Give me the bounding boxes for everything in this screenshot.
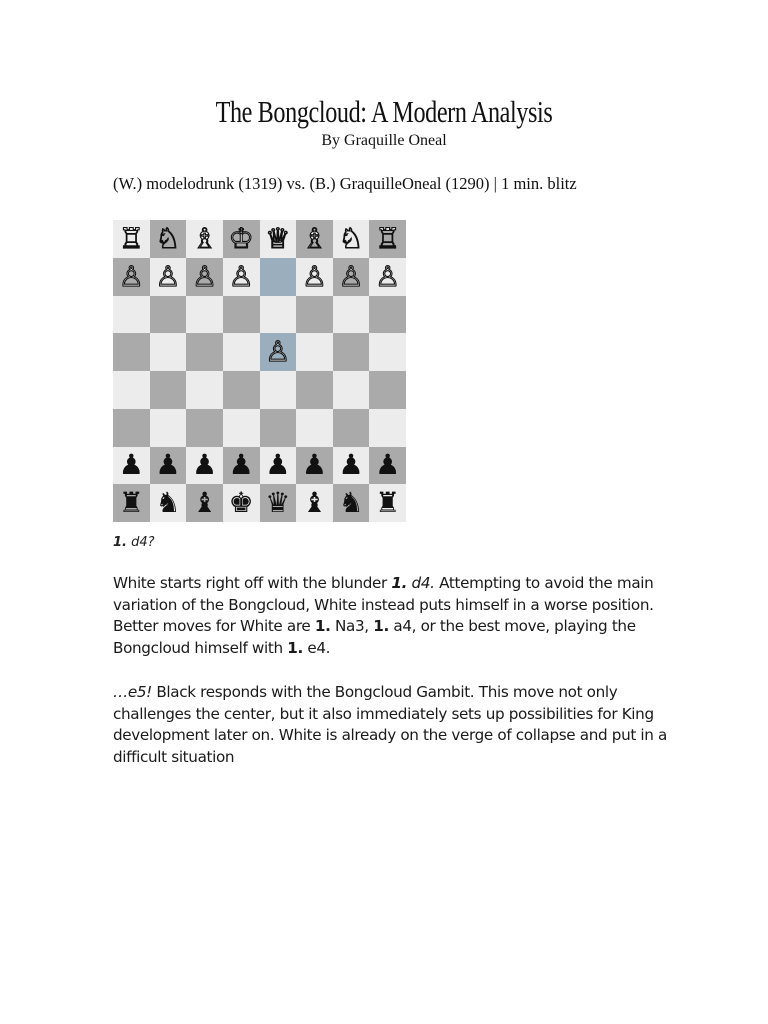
square-e4 [260, 333, 297, 371]
square-b1 [150, 220, 187, 258]
black-piece-icon: ♟ [155, 448, 181, 482]
square-f5 [296, 371, 333, 409]
square-a7 [113, 447, 150, 485]
black-piece-icon: ♟ [265, 448, 291, 482]
square-c2 [186, 258, 223, 296]
square-b6 [150, 409, 187, 447]
square-g6 [333, 409, 370, 447]
p1-text-4: a4, or the best move, playing the Bongcloud himself with [113, 617, 636, 657]
square-f4 [296, 333, 333, 371]
square-e6 [260, 409, 297, 447]
square-b7 [150, 447, 187, 485]
square-c6 [186, 409, 223, 447]
square-c7 [186, 447, 223, 485]
square-f7 [296, 447, 333, 485]
white-piece-icon: ♕ [265, 221, 291, 255]
black-piece-icon: ♟ [375, 448, 401, 482]
p2-move: …e5! [113, 683, 152, 701]
black-piece-icon: ♟ [192, 448, 218, 482]
black-piece-icon: ♞ [155, 486, 181, 520]
p1-text-1: White starts right off with the blunder [113, 574, 392, 592]
square-b5 [150, 371, 187, 409]
white-piece-icon: ♙ [192, 259, 218, 293]
square-f2 [296, 258, 333, 296]
square-h2 [369, 258, 406, 296]
square-d2 [223, 258, 260, 296]
move-caption [113, 535, 155, 550]
document-title: The Bongcloud: A Modern Analysis [215, 94, 553, 129]
author-byline: By Graquille Oneal [321, 132, 447, 149]
square-e7 [260, 447, 297, 485]
square-c3 [186, 296, 223, 334]
white-piece-icon: ♙ [228, 259, 254, 293]
square-h1 [369, 220, 406, 258]
square-g5 [333, 371, 370, 409]
square-f6 [296, 409, 333, 447]
analysis-paragraph-1 [113, 573, 673, 659]
black-piece-icon: ♞ [338, 486, 364, 520]
square-g3 [333, 296, 370, 334]
p1-num-2: 1. [373, 617, 389, 636]
analysis-paragraph-2 [113, 682, 673, 768]
black-piece-icon: ♝ [192, 486, 218, 520]
square-h5 [369, 371, 406, 409]
square-d5 [223, 371, 260, 409]
square-a5 [113, 371, 150, 409]
square-a1 [113, 220, 150, 258]
p1-move: d4. [411, 574, 435, 592]
caption-move-number: 1. [113, 535, 127, 550]
white-piece-icon: ♘ [155, 221, 181, 255]
square-a6 [113, 409, 150, 447]
white-piece-icon: ♗ [301, 221, 327, 255]
square-g1 [333, 220, 370, 258]
white-piece-icon: ♙ [265, 335, 291, 369]
square-d4 [223, 333, 260, 371]
square-d6 [223, 409, 260, 447]
p2-text: Black responds with the Bongcloud Gambit. This move not only challenges the center, but it also immediately sets up possibilities for King development later on. White is already on the verge of collapse and put in a difficult situation [113, 683, 668, 766]
square-e2 [260, 258, 297, 296]
square-g7 [333, 447, 370, 485]
black-piece-icon: ♟ [118, 448, 144, 482]
square-f3 [296, 296, 333, 334]
square-f1 [296, 220, 333, 258]
white-piece-icon: ♙ [375, 259, 401, 293]
square-d1 [223, 220, 260, 258]
square-b8 [150, 484, 187, 522]
p1-text-5: e4. [302, 638, 331, 657]
square-f8 [296, 484, 333, 522]
square-e5 [260, 371, 297, 409]
p1-num-1: 1. [314, 617, 331, 636]
square-a3 [113, 296, 150, 334]
p1-text-3: Na3, [330, 617, 374, 636]
square-b2 [150, 258, 187, 296]
square-g4 [333, 333, 370, 371]
black-piece-icon: ♜ [118, 486, 144, 520]
square-a4 [113, 333, 150, 371]
square-e1 [260, 220, 297, 258]
square-a8 [113, 484, 150, 522]
p1-num-3: 1. [287, 638, 303, 657]
match-info: (W.) modelodrunk (1319) vs. (B.) GraquilleOneal (1290) | 1 min. blitz [113, 174, 577, 193]
white-piece-icon: ♙ [155, 259, 181, 293]
square-c4 [186, 333, 223, 371]
square-h3 [369, 296, 406, 334]
square-h8 [369, 484, 406, 522]
square-a2 [113, 258, 150, 296]
square-d3 [223, 296, 260, 334]
square-h4 [369, 333, 406, 371]
square-c8 [186, 484, 223, 522]
square-e3 [260, 296, 297, 334]
white-piece-icon: ♖ [118, 221, 144, 255]
square-g2 [333, 258, 370, 296]
square-d8 [223, 484, 260, 522]
black-piece-icon: ♛ [265, 486, 291, 520]
black-piece-icon: ♚ [228, 486, 254, 520]
black-piece-icon: ♟ [301, 448, 327, 482]
square-d7 [223, 447, 260, 485]
square-h6 [369, 409, 406, 447]
p1-move-number: 1. [391, 574, 408, 592]
white-piece-icon: ♙ [301, 259, 327, 293]
black-piece-icon: ♟ [338, 448, 364, 482]
black-piece-icon: ♜ [375, 486, 401, 520]
square-c1 [186, 220, 223, 258]
square-b4 [150, 333, 187, 371]
square-e8 [260, 484, 297, 522]
square-g8 [333, 484, 370, 522]
square-b3 [150, 296, 187, 334]
white-piece-icon: ♙ [338, 259, 364, 293]
square-h7 [369, 447, 406, 485]
black-piece-icon: ♟ [228, 448, 254, 482]
white-piece-icon: ♘ [338, 221, 364, 255]
white-piece-icon: ♗ [192, 221, 218, 255]
chess-board [113, 220, 406, 522]
square-c5 [186, 371, 223, 409]
p1-text-2: Attempting to avoid the main variation of the Bongcloud, White instead puts himself in a worse position. Better moves for White are [113, 574, 654, 636]
caption-move: d4? [131, 535, 155, 550]
white-piece-icon: ♙ [118, 259, 144, 293]
white-piece-icon: ♖ [375, 221, 401, 255]
white-piece-icon: ♔ [228, 221, 254, 255]
black-piece-icon: ♝ [301, 486, 327, 520]
